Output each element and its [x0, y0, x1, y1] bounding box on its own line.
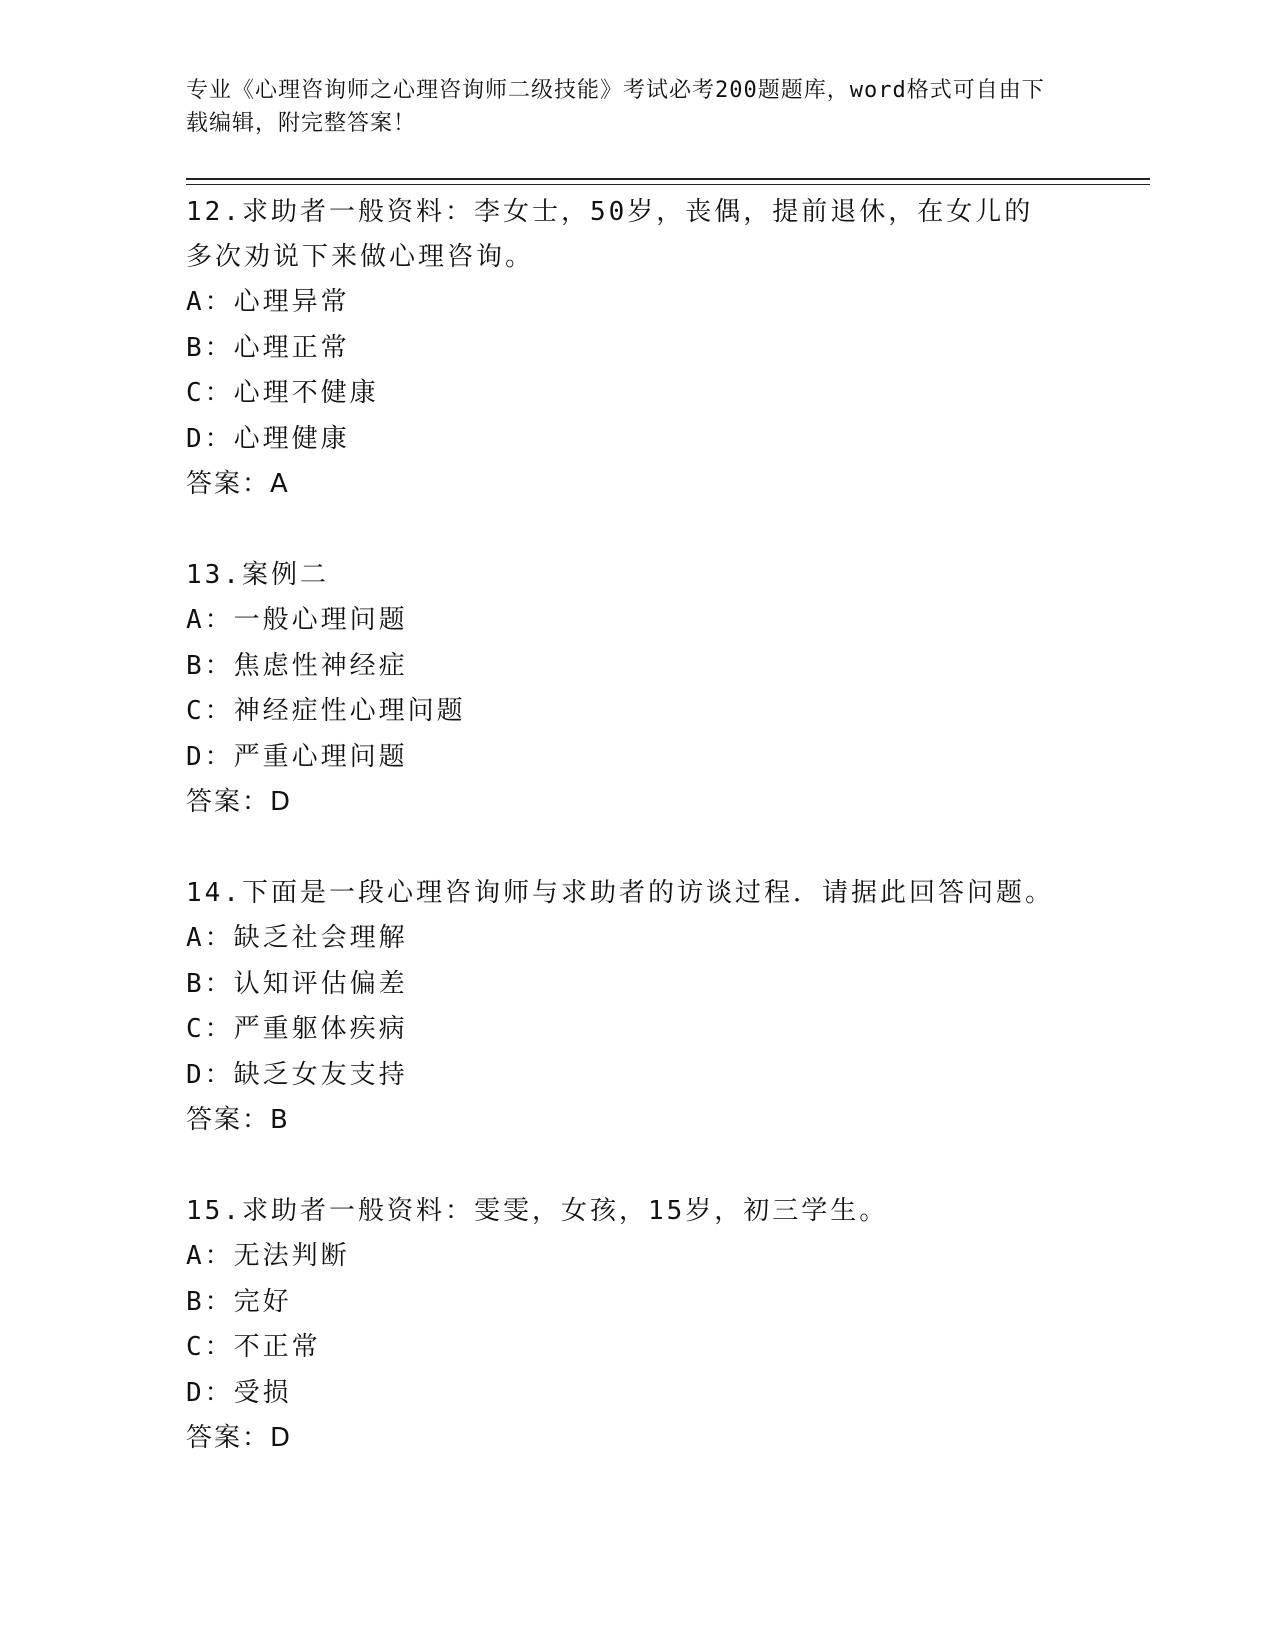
option-b: B：认知评估偏差 — [186, 968, 408, 999]
question-15 — [186, 1189, 1086, 1462]
option-b: B：完好 — [186, 1286, 292, 1317]
option-a: A：无法判断 — [186, 1241, 350, 1271]
option-a: A：一般心理问题 — [186, 605, 408, 635]
option-d: D：受损 — [186, 1377, 292, 1408]
option-c: C：严重躯体疾病 — [186, 1014, 408, 1044]
option-d: D：缺乏女友支持 — [186, 1059, 408, 1090]
spacer — [186, 508, 1086, 554]
answer-line: 答案：B — [186, 1105, 290, 1135]
question-12 — [186, 190, 1086, 508]
question-list — [186, 190, 1086, 1462]
answer-line: 答案：D — [186, 787, 293, 817]
spacer — [186, 1144, 1086, 1190]
option-b: B：心理正常 — [186, 332, 350, 363]
option-a: A：缺乏社会理解 — [186, 923, 408, 953]
spacer — [186, 826, 1086, 872]
answer-line: 答案：D — [186, 1423, 293, 1453]
question-stem: 14.下面是一段心理咨询师与求助者的访谈过程．请据此回答问题。 — [186, 878, 1054, 908]
option-a: A：心理异常 — [186, 287, 350, 317]
option-c: C：神经症性心理问题 — [186, 696, 466, 726]
question-stem: 12.求助者一般资料：李女士，50岁，丧偶，提前退休，在女儿的多次劝说下来做心理咨询。 — [186, 197, 1034, 272]
option-d: D：心理健康 — [186, 423, 350, 454]
answer-line: 答案：A — [186, 469, 290, 499]
option-d: D：严重心理问题 — [186, 741, 408, 772]
option-c: C：不正常 — [186, 1332, 321, 1362]
option-b: B：焦虑性神经症 — [186, 650, 408, 681]
question-stem: 15.求助者一般资料：雯雯，女孩，15岁，初三学生。 — [186, 1196, 889, 1226]
header-divider-thin — [186, 184, 1150, 185]
question-14 — [186, 871, 1086, 1144]
header-divider-thick — [186, 178, 1150, 180]
question-stem: 13.案例二 — [186, 560, 329, 590]
question-13 — [186, 553, 1086, 826]
document-header: 专业《心理咨询师之心理咨询师二级技能》考试必考200题题库，word格式可自由下载编辑，附完整答案！ — [186, 78, 1045, 136]
option-c: C：心理不健康 — [186, 378, 379, 408]
